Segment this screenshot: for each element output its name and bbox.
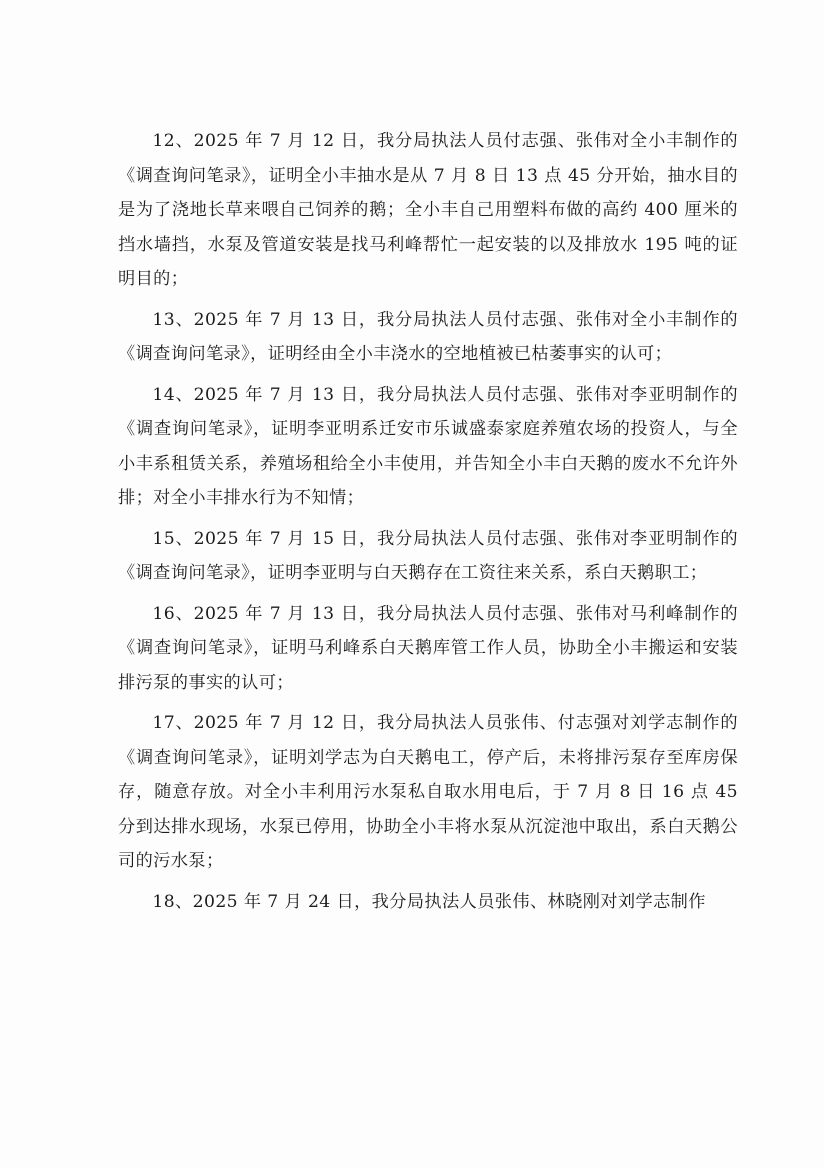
paragraph-item-17: 17、2025 年 7 月 12 日，我分局执法人员张伟、付志强对刘学志制作的《调查询问笔录》，证明刘学志为白天鹅电工，停产后，未将排污泵存至库房保存，随意存放。对全小丰利用污水泵私自取水用电后，于 7 月 8 日 16 点 45 分到达排水现场，水泵已停用，协助全小丰将水泵从沉淀池中取出，系白天鹅公司的污水泵； — [118, 713, 738, 871]
paragraph-item-14: 14、2025 年 7 月 13 日，我分局执法人员付志强、张伟对李亚明制作的《调查询问笔录》，证明李亚明系迁安市乐诚盛泰家庭养殖农场的投资人，与全小丰系租赁关系，养殖场租给全小丰使用，并告知全小丰白天鹅的废水不允许外排；对全小丰排水行为不知情； — [118, 384, 738, 508]
paragraph-item-12: 12、2025 年 7 月 12 日，我分局执法人员付志强、张伟对全小丰制作的《调查询问笔录》，证明全小丰抽水是从 7 月 8 日 13 点 45 分开始，抽水目的是为了浇地长草来喂自己饲养的鹅；全小丰自己用塑料布做的高约 400 厘米的挡水墙挡，水泵及管道安装是找马利峰帮忙一起安装的以及排放水 195 吨的证明目的； — [118, 131, 738, 289]
document-body — [118, 124, 738, 925]
paragraph-item-18: 18、2025 年 7 月 24 日，我分局执法人员张伟、林晓刚对刘学志制作 — [152, 891, 706, 912]
paragraph-item-15: 15、2025 年 7 月 15 日，我分局执法人员付志强、张伟对李亚明制作的《调查询问笔录》，证明李亚明与白天鹅存在工资往来关系，系白天鹅职工； — [118, 528, 738, 583]
paragraph-item-13: 13、2025 年 7 月 13 日，我分局执法人员付志强、张伟对全小丰制作的《调查询问笔录》，证明经由全小丰浇水的空地植被已枯萎事实的认可； — [118, 309, 738, 364]
paragraph-item-16: 16、2025 年 7 月 13 日，我分局执法人员付志强、张伟对马利峰制作的《调查询问笔录》，证明马利峰系白天鹅库管工作人员，协助全小丰搬运和安装排污泵的事实的认可； — [118, 603, 738, 693]
